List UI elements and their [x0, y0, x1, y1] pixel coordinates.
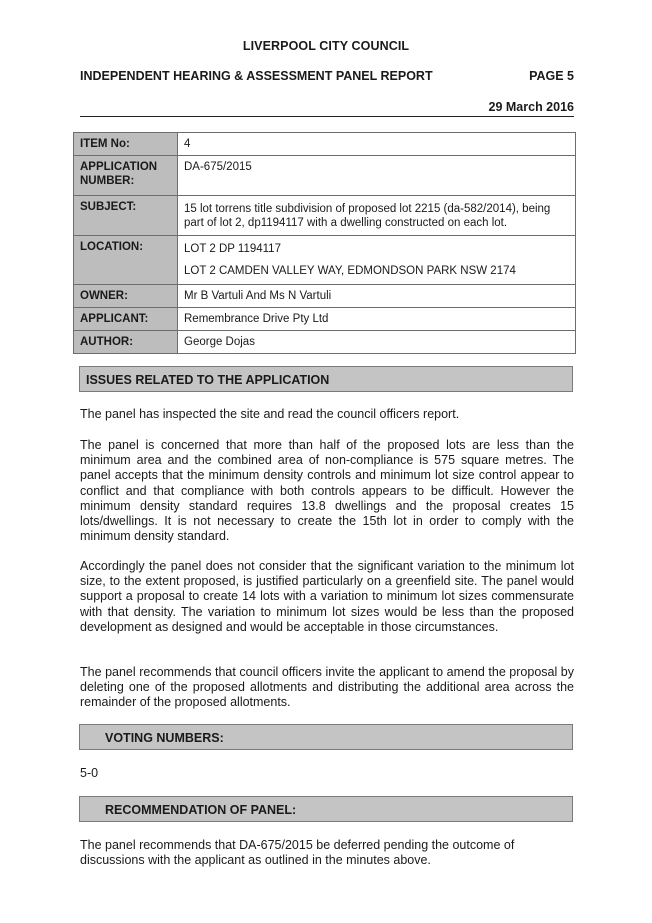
location-address: LOT 2 CAMDEN VALLEY WAY, EDMONDSON PARK NSW 2174 [184, 265, 516, 277]
voting-heading: VOTING NUMBERS: [79, 724, 573, 750]
applicant-label: APPLICANT: [74, 308, 178, 331]
application-number-value: DA-675/2015 [178, 156, 576, 196]
table-row-item-no [74, 133, 576, 156]
issues-paragraph-2: The panel is concerned that more than half of the proposed lots are less than the minimum area and the combined area of non-compliance is 575 square metres. The panel accepts that the minimum density controls and minimum lot size control appear to conflict and that compliance with both controls appears to be difficult. However the minimum density standard requires 13.8 dwellings and the proposal creates 15 lots/dwellings. It is not necessary to create the 15th lot in order to comply with the minimum density standard. [80, 438, 574, 544]
author-label: AUTHOR: [74, 331, 178, 354]
table-row-author [74, 331, 576, 354]
subject-value: 15 lot torrens title subdivision of proposed lot 2215 (da-582/2014), being part of lot 2, dp1194117 with a dwelling constructed on each lot. [178, 196, 576, 236]
issues-paragraph-1: The panel has inspected the site and read the council officers report. [80, 407, 460, 421]
issues-heading: ISSUES RELATED TO THE APPLICATION [79, 366, 573, 392]
table-row-applicant [74, 308, 576, 331]
issues-paragraph-4: The panel recommends that council officers invite the applicant to amend the proposal by deleting one of the proposed allotments and distributing the additional area across the remainder of the proposed allotments. [80, 665, 574, 710]
location-lot: LOT 2 DP 1194117 [184, 243, 281, 255]
location-label: LOCATION: [74, 236, 178, 285]
header-rule [80, 116, 574, 117]
application-info-table [73, 132, 576, 354]
application-number-label: APPLICATION NUMBER: [74, 156, 178, 196]
recommendation-heading: RECOMMENDATION OF PANEL: [79, 796, 573, 822]
voting-result: 5-0 [80, 766, 99, 780]
location-value [178, 236, 576, 285]
table-row-location [74, 236, 576, 285]
owner-value: Mr B Vartuli And Ms N Vartuli [178, 285, 576, 308]
report-title: INDEPENDENT HEARING & ASSESSMENT PANEL REPORT [80, 69, 433, 83]
item-no-label: ITEM No: [74, 133, 178, 156]
subject-label: SUBJECT: [74, 196, 178, 236]
owner-label: OWNER: [74, 285, 178, 308]
author-value: George Dojas [178, 331, 576, 354]
table-row-subject [74, 196, 576, 236]
council-name: LIVERPOOL CITY COUNCIL [242, 39, 410, 53]
report-date: 29 March 2016 [488, 100, 574, 114]
recommendation-text: The panel recommends that DA-675/2015 be deferred pending the outcome of discussions with the applicant as outlined in the minutes above. [80, 838, 515, 868]
page-number: PAGE 5 [529, 69, 574, 83]
report-header [80, 69, 574, 83]
table-row-owner [74, 285, 576, 308]
issues-paragraph-3: Accordingly the panel does not consider that the significant variation to the minimum lot size, to the extent proposed, is justified particularly on a greenfield site. The panel would support a proposal to create 14 lots with a variation to minimum lot sizes commensurate with that density. The variation to minimum lot sizes would be less than the proposed development as designed and would be acceptable in those circumstances. [80, 559, 574, 634]
applicant-value: Remembrance Drive Pty Ltd [178, 308, 576, 331]
table-row-application-number [74, 156, 576, 196]
item-no-value: 4 [178, 133, 576, 156]
